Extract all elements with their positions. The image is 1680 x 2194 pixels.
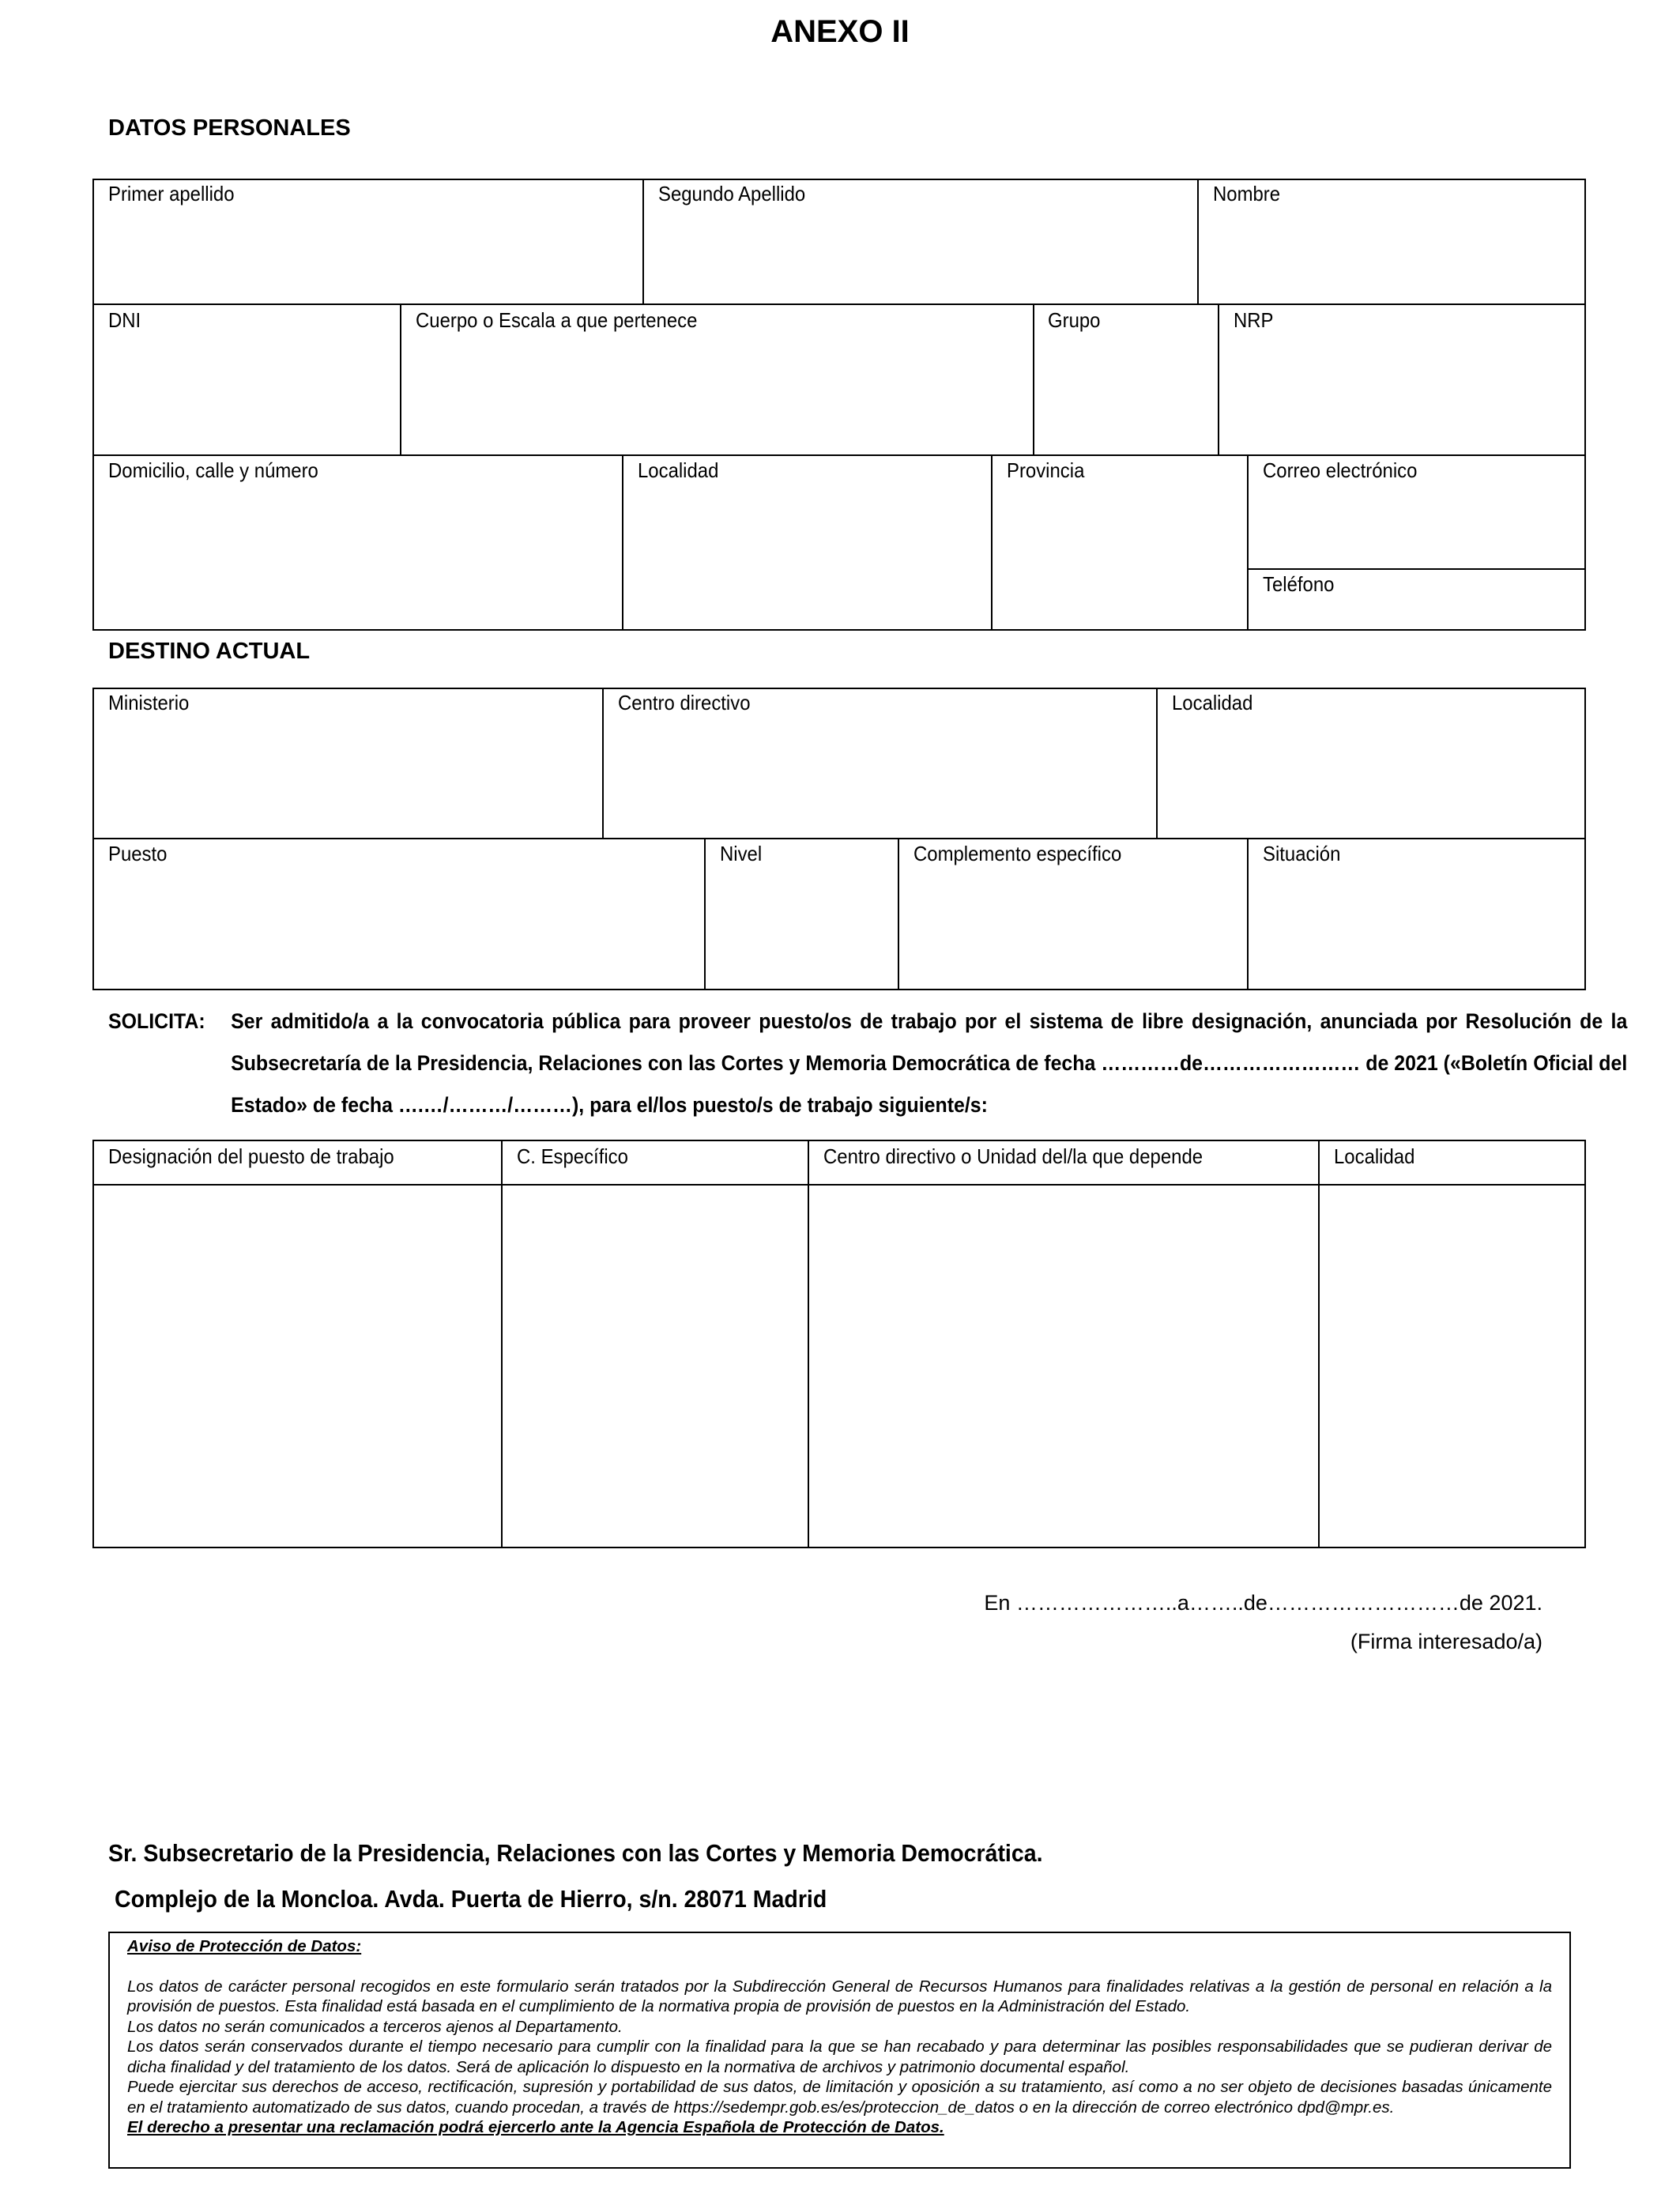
field-complemento-especifico[interactable]: Complemento específico xyxy=(913,842,1122,865)
solicita-label: SOLICITA: xyxy=(108,1009,205,1033)
row-divider xyxy=(92,454,1586,456)
field-cuerpo-escala[interactable]: Cuerpo o Escala a que pertenece xyxy=(416,308,698,332)
datos-personales-table xyxy=(92,179,1586,631)
col-divider xyxy=(602,688,604,839)
field-domicilio[interactable]: Domicilio, calle y número xyxy=(108,458,318,482)
input-cell-designacion[interactable] xyxy=(94,1186,500,1547)
field-primer-apellido[interactable]: Primer apellido xyxy=(108,182,235,205)
row-divider xyxy=(92,838,1586,839)
row-divider xyxy=(1247,568,1586,570)
field-situacion[interactable]: Situación xyxy=(1263,842,1341,865)
field-nivel[interactable]: Nivel xyxy=(720,842,763,865)
privacy-paragraph: Los datos no serán comunicados a terceros ajenos al Departamento. xyxy=(127,2017,623,2036)
signature-place-date[interactable]: En …………………..a……..de………………………de 2021. xyxy=(984,1591,1543,1615)
col-header-designacion: Designación del puesto de trabajo xyxy=(108,1144,394,1168)
field-provincia[interactable]: Provincia xyxy=(1007,458,1085,482)
field-localidad[interactable]: Localidad xyxy=(638,458,719,482)
col-divider xyxy=(1247,454,1249,631)
col-divider xyxy=(1247,838,1249,990)
privacy-paragraph: Los datos de carácter personal recogidos en este formulario serán tratados por la Subdirección General de Recursos Humanos para finalidades relativas a la gestión de personal en relación a la provisión de puestos. Esta finalidad está basada en el cumplimiento de la normativa propia de provisión de puestos en la Administración del Estado. xyxy=(127,1977,1552,2015)
row-divider xyxy=(92,303,1586,305)
col-divider xyxy=(704,838,706,990)
field-nombre[interactable]: Nombre xyxy=(1213,182,1281,205)
page-title: ANEXO II xyxy=(770,14,910,49)
privacy-notice-box xyxy=(108,1932,1571,2169)
field-segundo-apellido[interactable]: Segundo Apellido xyxy=(658,182,806,205)
field-dni[interactable]: DNI xyxy=(108,308,141,332)
signature-caption: (Firma interesado/a) xyxy=(1350,1630,1543,1653)
field-correo-electronico[interactable]: Correo electrónico xyxy=(1263,458,1418,482)
input-cell-localidad[interactable] xyxy=(1320,1186,1585,1547)
col-divider xyxy=(1218,303,1219,455)
col-divider xyxy=(400,303,401,455)
input-cell-c-especifico[interactable] xyxy=(503,1186,807,1547)
col-header-c-especifico: C. Específico xyxy=(517,1144,628,1168)
field-nrp[interactable]: NRP xyxy=(1234,308,1274,332)
col-header-centro-directivo: Centro directivo o Unidad del/la que depende xyxy=(823,1144,1203,1168)
privacy-paragraph: Los datos serán conservados durante el tiempo necesario para cumplir con la finalidad para la que se han recabado y para determinar las posibles responsabilidades que se pudieran derivar de dicha finalidad y del tratamiento de los datos. Será de aplicación lo dispuesto en la normativa de archivos y patrimonio documental español. xyxy=(127,2038,1552,2076)
col-divider xyxy=(1156,688,1158,839)
privacy-paragraph[interactable]: Puede ejercitar sus derechos de acceso, rectificación, supresión y portabilidad de sus datos, de limitación y oposición a su tratamiento, así como a no ser objeto de decisiones basadas únicamente en el tratamiento automatizado de sus datos, cuando procedan, a través de https://sedempr.gob.es/es/proteccion_de_datos o en la dirección de correo electrónico dpd@mpr.es. xyxy=(127,2078,1552,2117)
col-divider xyxy=(991,454,993,631)
field-localidad-destino[interactable]: Localidad xyxy=(1172,691,1253,714)
privacy-heading: Aviso de Protección de Datos: xyxy=(127,1937,362,1955)
addressee-line-1: Sr. Subsecretario de la Presidencia, Relaciones con las Cortes y Memoria Democrática. xyxy=(108,1839,1043,1867)
addressee-line-2: Complejo de la Moncloa. Avda. Puerta de Hierro, s/n. 28071 Madrid xyxy=(115,1885,827,1913)
field-grupo[interactable]: Grupo xyxy=(1048,308,1101,332)
field-puesto[interactable]: Puesto xyxy=(108,842,168,865)
col-divider xyxy=(622,454,623,631)
field-telefono[interactable]: Teléfono xyxy=(1263,572,1335,596)
col-header-localidad: Localidad xyxy=(1334,1144,1415,1168)
input-cell-centro-directivo[interactable] xyxy=(809,1186,1317,1547)
section-heading-destino-actual: DESTINO ACTUAL xyxy=(108,639,311,664)
col-divider xyxy=(642,179,644,304)
field-ministerio[interactable]: Ministerio xyxy=(108,691,190,714)
solicita-text: Ser admitido/a a la convocatoria pública para proveer puesto/os de trabajo por el sistema de libre designación, anunciada por Resolución de la Subsecretaría de la Presidencia, Relaciones con las Cortes y Memoria Democrática de fecha …………de…………………… de 2021 («Boletín Oficial del Estado» de fecha ….…/………/………), para el/los puesto/s de trabajo siguiente/s: xyxy=(231,1009,1628,1117)
section-heading-datos-personales: DATOS PERSONALES xyxy=(108,115,351,141)
col-divider xyxy=(1033,303,1034,455)
privacy-claim-notice: El derecho a presentar una reclamación podrá ejercerlo ante la Agencia Española de Protección de Datos. xyxy=(127,2118,944,2136)
col-divider xyxy=(898,838,899,990)
col-divider xyxy=(1197,179,1199,304)
field-centro-directivo[interactable]: Centro directivo xyxy=(618,691,751,714)
